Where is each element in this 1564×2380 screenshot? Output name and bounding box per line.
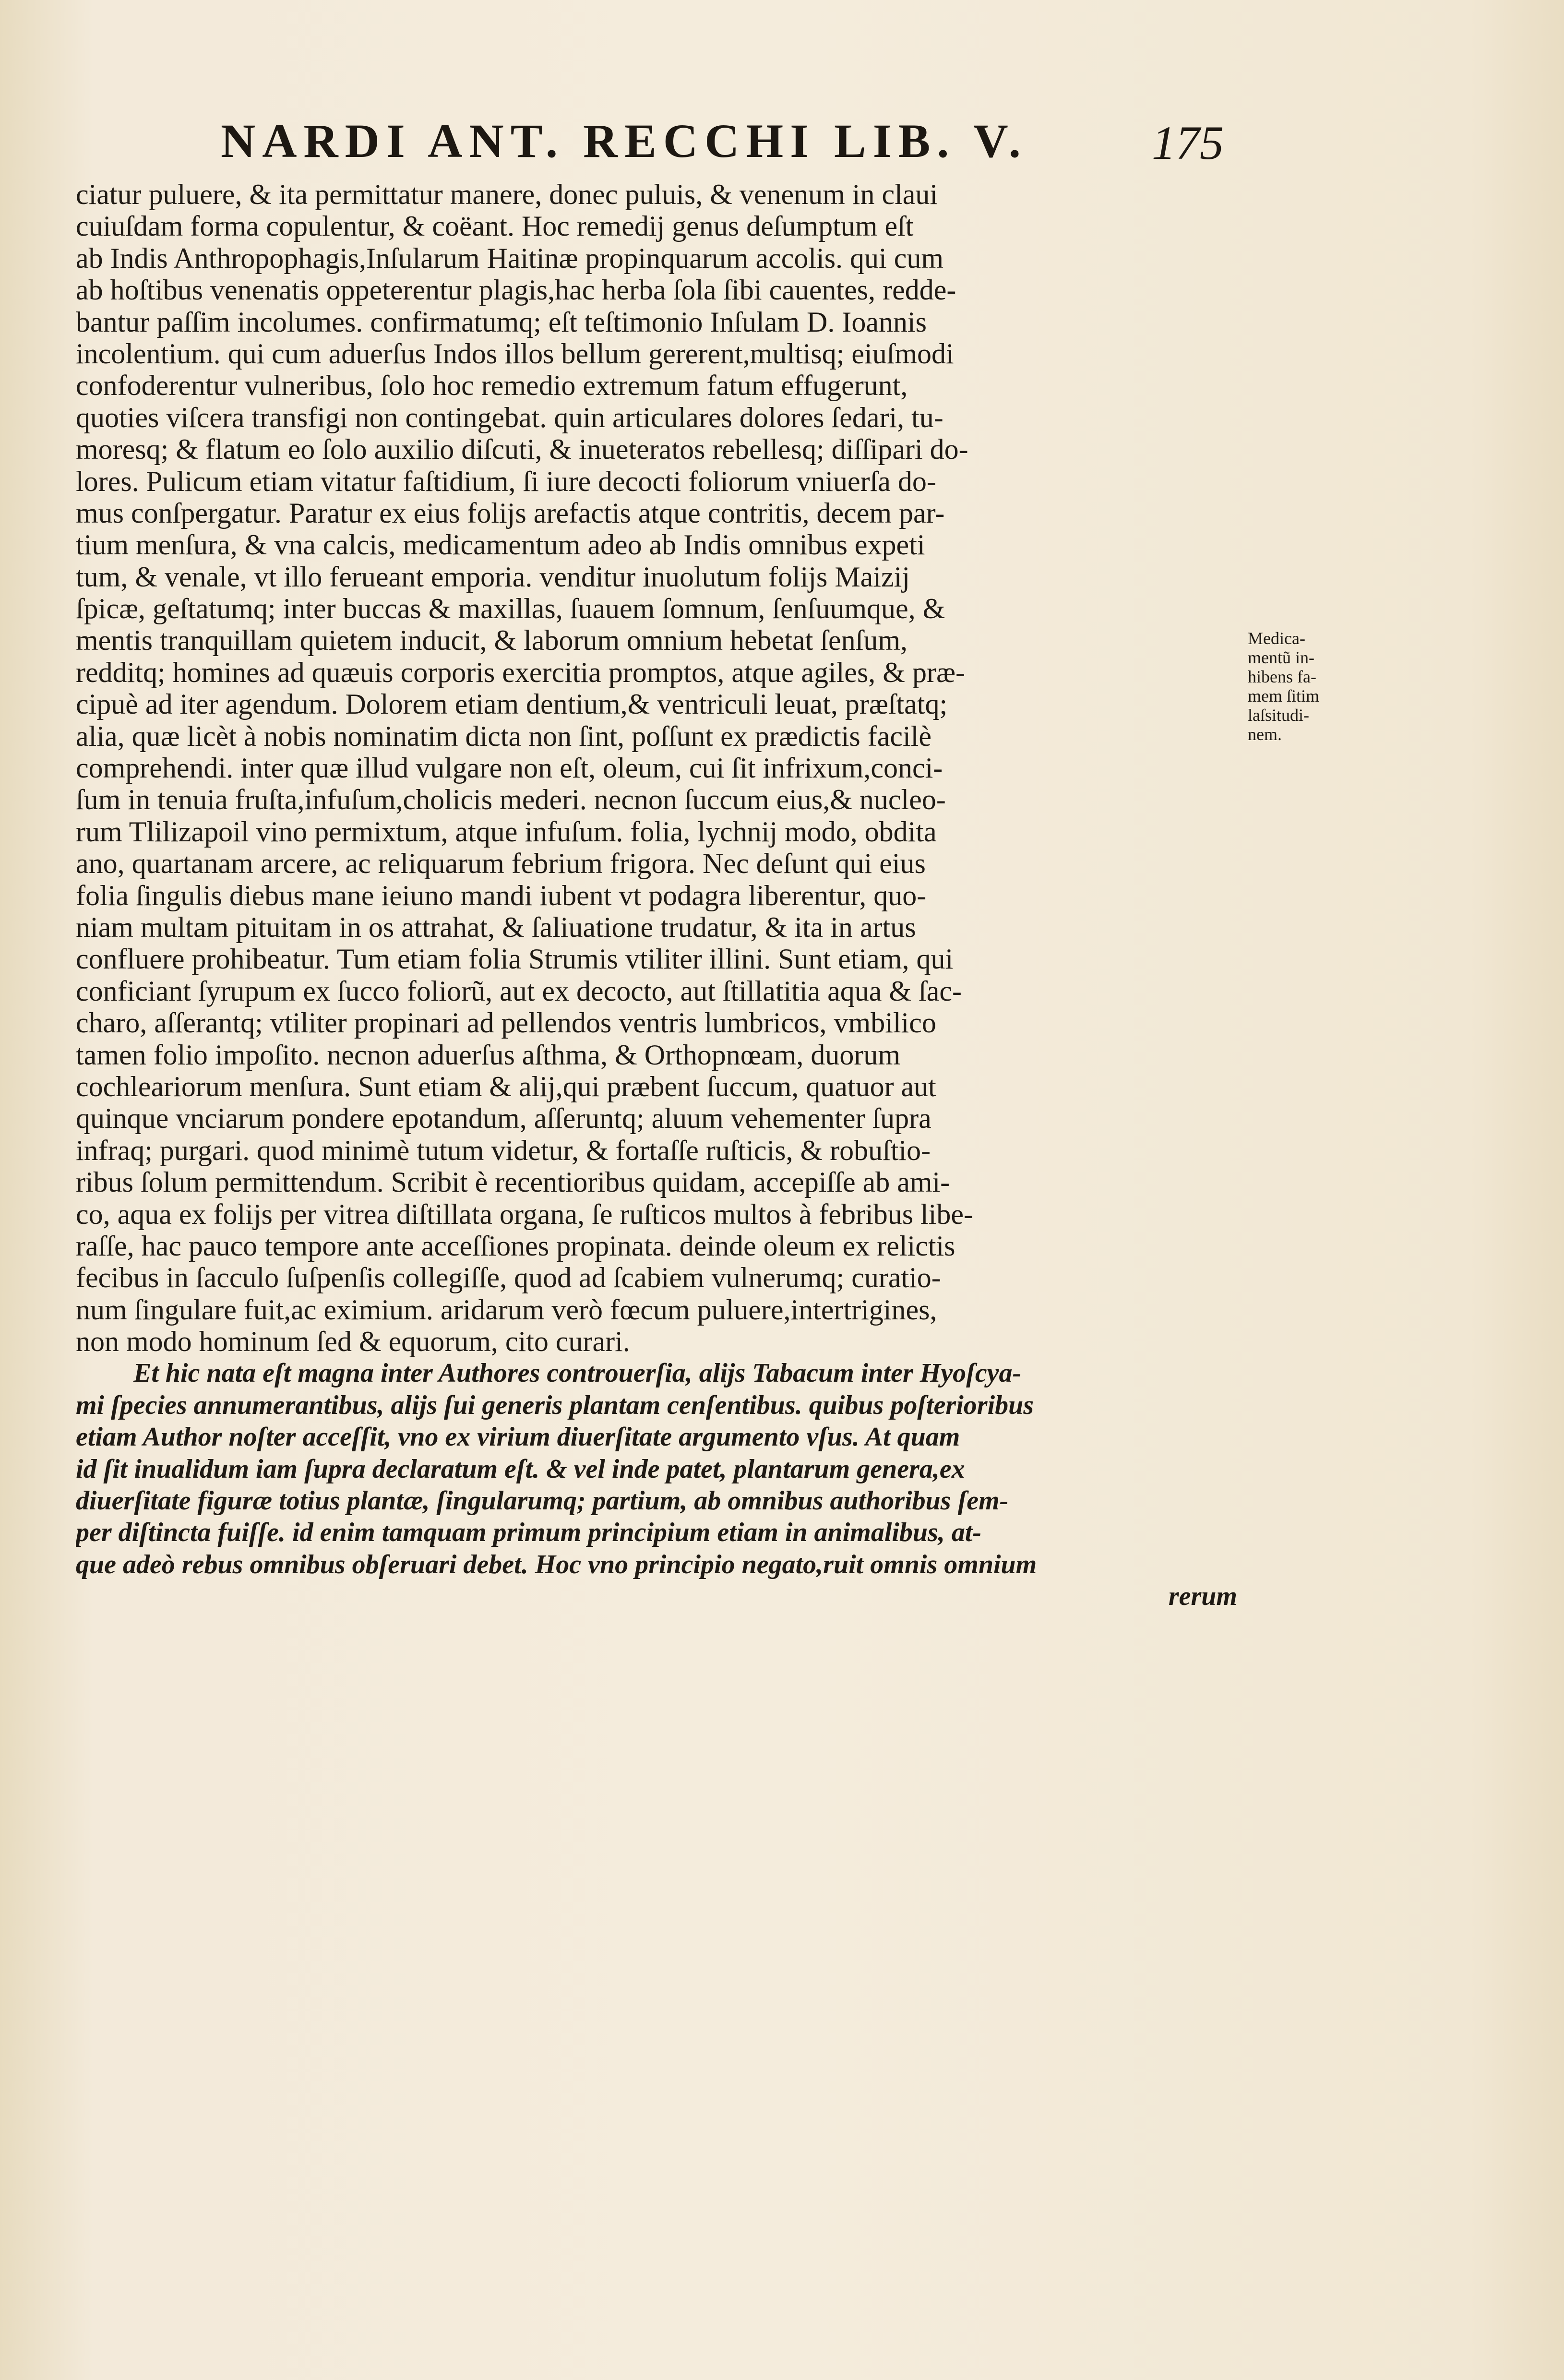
margin-note-line: hibens fa- [1248, 667, 1316, 686]
main-text-block [76, 179, 1247, 1613]
text-line: tum, & venale, vt illo ferueant emporia. venditur inuolutum folijs Maizij [76, 561, 910, 593]
text-line: comprehendi. inter quæ illud vulgare non eſt, oleum, cui ſit infrixum,conci- [76, 752, 943, 784]
commentary-line: etiam Author noſter acceſſit, vno ex virium diuerſitate argumento vſus. At quam [76, 1422, 960, 1452]
running-title: NARDI ANT. RECCHI LIB. V. [221, 114, 1027, 167]
text-line: ab hoſtibus venenatis oppeterentur plagis,hac herba ſola ſibi cauentes, redde- [76, 274, 956, 306]
text-line: rum Tlilizapoil vino permixtum, atque infuſum. folia, lychnij modo, obdita [76, 815, 937, 848]
page-number: 175 [1152, 116, 1224, 169]
margin-note-line: Medica- [1248, 629, 1305, 648]
margin-note [1248, 629, 1353, 744]
text-line: cochleariorum menſura. Sunt etiam & alij,qui præbent ſuccum, quatuor aut [76, 1070, 936, 1102]
text-line: ſpicæ, geſtatumq; inter buccas & maxillas, ſuauem ſomnum, ſenſuumque, & [76, 593, 945, 625]
text-line: raſſe, hac pauco tempore ante acceſſiones propinata. deinde oleum ex relictis [76, 1230, 955, 1262]
text-line: incolentium. qui cum aduerſus Indos illos bellum gererent,multisq; eiuſmodi [76, 337, 954, 370]
margin-note-line: mem ſitim [1248, 686, 1319, 706]
text-line: num ſingulare fuit,ac eximium. aridarum verò fœcum puluere,intertrigines, [76, 1293, 937, 1326]
commentary-line: diuerſitate figuræ totius plantæ, ſingularumq; partium, ab omnibus authoribus ſem- [76, 1486, 1009, 1516]
margin-note-line: nem. [1248, 725, 1282, 744]
text-line: charo, aſſerantq; vtiliter propinari ad pellendos ventris lumbricos, vmbilico [76, 1007, 936, 1039]
commentary-line: Et hic nata eſt magna inter Authores controuerſia, alijs Tabacum inter Hyoſcya- [133, 1358, 1022, 1388]
commentary-line: id ſit inualidum iam ſupra declaratum eſt. & vel inde patet, plantarum genera,ex [76, 1454, 965, 1484]
text-line: ciatur puluere, & ita permittatur manere, donec puluis, & venenum in claui [76, 179, 938, 210]
text-line: quoties viſcera transfigi non contingebat. quin articulares dolores ſedari, tu- [76, 401, 943, 433]
text-line: confoderentur vulneribus, ſolo hoc remedio extremum fatum effugerunt, [76, 370, 908, 402]
text-line: mentis tranquillam quietem inducit, & laborum omnium hebetat ſenſum, [76, 624, 907, 657]
text-line: ribus ſolum permittendum. Scribit è recentioribus quidam, accepiſſe ab ami- [76, 1166, 950, 1198]
text-line: cipuè ad iter agendum. Dolorem etiam dentium,& ventriculi leuat, præſtatq; [76, 688, 948, 720]
text-line: fecibus in ſacculo ſuſpenſis collegiſſe, quod ad ſcabiem vulnerumq; curatio- [76, 1262, 941, 1294]
margin-note-line: laſsitudi- [1248, 706, 1309, 725]
text-line: tium menſura, & vna calcis, medicamentum adeo ab Indis omnibus expeti [76, 529, 925, 561]
commentary-line: per diſtincta fuiſſe. id enim tamquam primum principium etiam in animalibus, at- [76, 1518, 982, 1548]
text-line: bantur paſſim incolumes. confirmatumq; eſt teſtimonio Inſulam D. Ioannis [76, 306, 927, 338]
text-line: ano, quartanam arcere, ac reliquarum febrium frigora. Nec deſunt qui eius [76, 848, 926, 880]
text-line: folia ſingulis diebus mane ieiuno mandi iubent vt podagra liberentur, quo- [76, 879, 927, 911]
text-line: alia, quæ licèt à nobis nominatim dicta non ſint, poſſunt ex prædictis facilè [76, 720, 931, 752]
text-line: lores. Pulicum etiam vitatur faſtidium, ſi iure decocti foliorum vniuerſa do- [76, 465, 936, 497]
text-line: confluere prohibeatur. Tum etiam folia Strumis vtiliter illini. Sunt etiam, qui [76, 943, 954, 975]
text-line: niam multam pituitam in os attrahat, & ſaliuatione trudatur, & ita in artus [76, 911, 916, 943]
text-line: cuiuſdam forma copulentur, & coëant. Hoc remedij genus deſumptum eſt [76, 210, 914, 242]
commentary-line: mi ſpecies annumerantibus, alijs ſui generis plantam cenſentibus. quibus poſterioribus [76, 1390, 1034, 1420]
commentary-line: que adeò rebus omnibus obſeruari debet. Hoc vno principio negato,ruit omnis omnium [76, 1549, 1037, 1579]
text-line: ab Indis Anthropophagis,Inſularum Haitinæ propinquarum accolis. qui cum [76, 242, 944, 274]
text-line: infraq; purgari. quod minimè tutum videtur, & fortaſſe ruſticis, & robuſtio- [76, 1134, 931, 1166]
text-line: co, aqua ex folijs per vitrea diſtillata organa, ſe ruſticos multos à febribus libe- [76, 1198, 973, 1230]
margin-note-line: mentũ in- [1248, 648, 1314, 667]
text-line: moresq; & flatum eo ſolo auxilio diſcuti, & inueteratos rebellesq; diſſipari do- [76, 433, 968, 466]
text-line: ſum in tenuia fruſta,infuſum,cholicis mederi. necnon ſuccum eius,& nucleo- [76, 784, 946, 816]
catchword: rerum [1168, 1581, 1237, 1612]
text-line: conficiant ſyrupum ex ſucco foliorũ, aut ex decocto, aut ſtillatitia aqua & ſac- [76, 975, 962, 1007]
text-line: redditq; homines ad quæuis corporis exercitia promptos, atque agiles, & præ- [76, 656, 965, 688]
text-line: quinque vnciarum pondere epotandum, aſſeruntq; aluum vehementer ſupra [76, 1102, 931, 1135]
text-line: tamen folio impoſito. necnon aduerſus aſthma, & Orthopnœam, duorum [76, 1039, 900, 1071]
text-line: mus conſpergatur. Paratur ex eius folijs arefactis atque contritis, decem par- [76, 497, 945, 529]
text-line: non modo hominum ſed & equorum, cito curari. [76, 1326, 630, 1358]
